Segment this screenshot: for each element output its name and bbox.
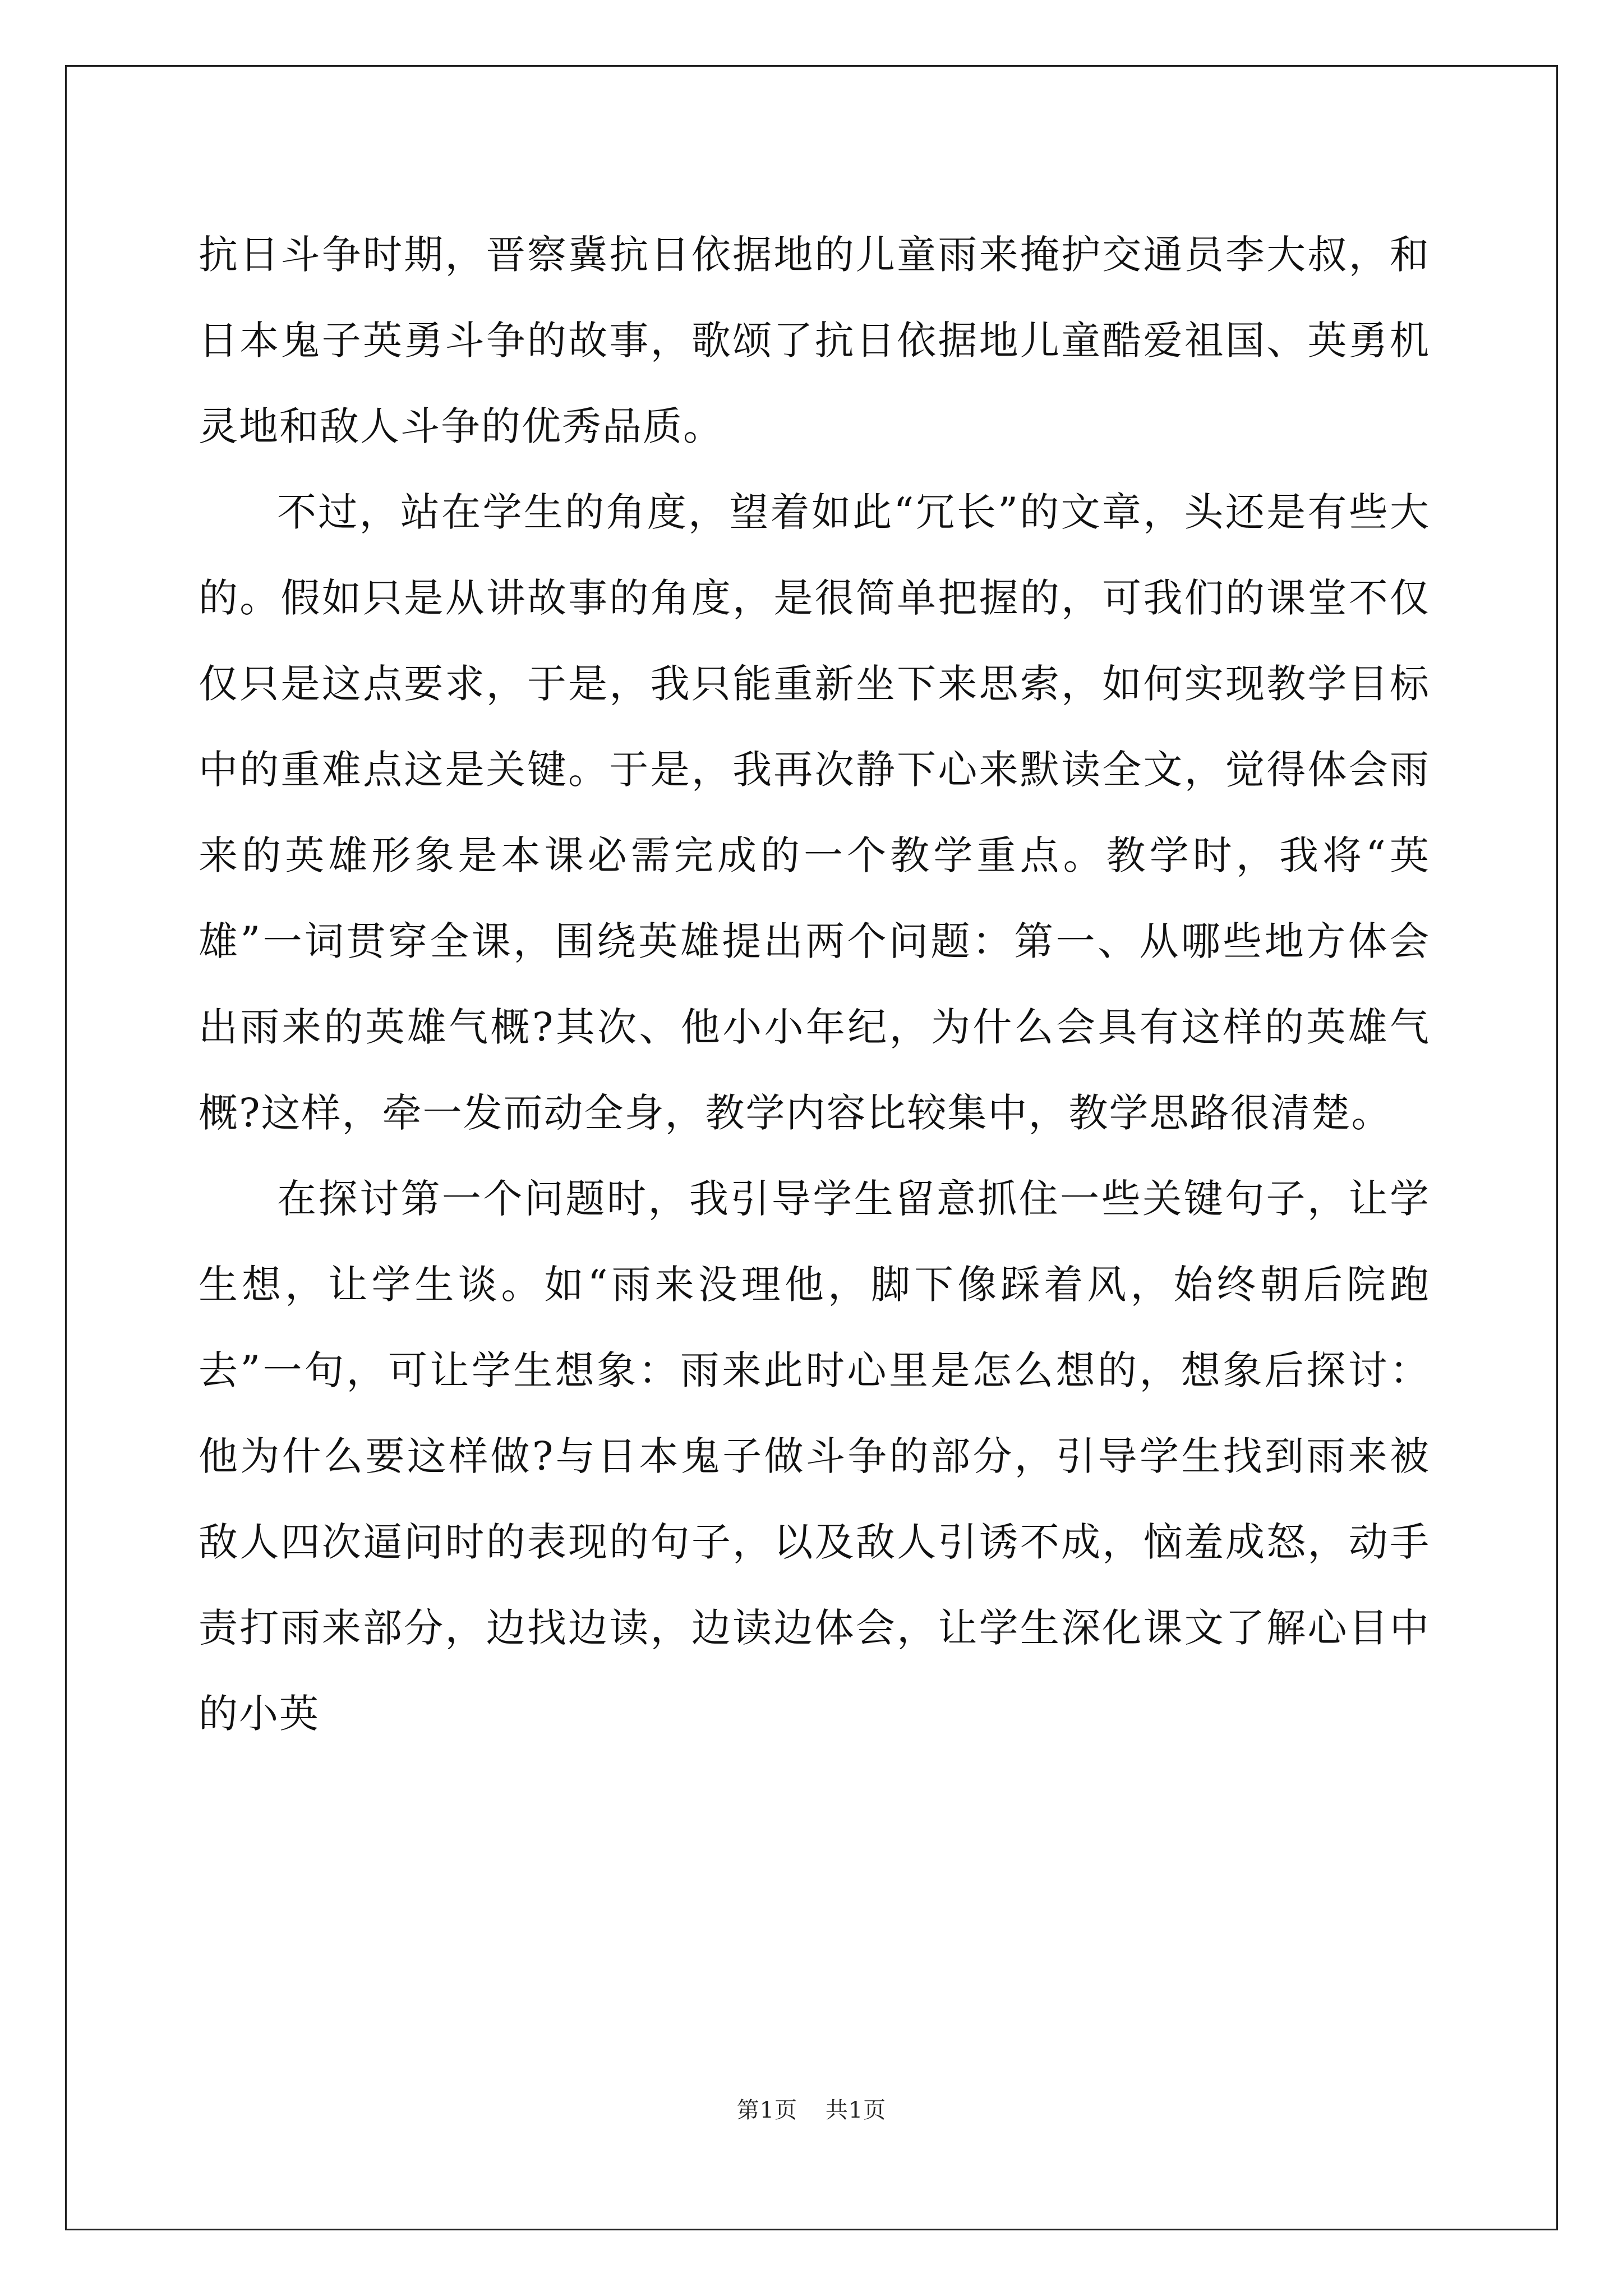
paragraph-3: 在探讨第一个问题时，我引导学生留意抓住一些关键句子，让学生想，让学生谈。如“雨来没理他，脚下像踩着风，始终朝后院跑去”一句，可让学生想象：雨来此时心里是怎么想的，想象后探讨：他为什么要这样做?与日本鬼子做斗争的部分，引导学生找到雨来被敌人四次逼问时的表现的句子，以及敌人引诱不成，恼羞成怒，动手责打雨来部分，边找边读，边读边体会，让学生深化课文了解心目中的小英 (199, 1176, 1430, 1737)
page-number-total: 共1页 (825, 2097, 887, 2123)
page-number-current: 第1页 (736, 2097, 798, 2123)
paragraph-2: 不过，站在学生的角度，望着如此“冗长”的文章，头还是有些大的。假如只是从讲故事的角度，是很简单把握的，可我们的课堂不仅仅只是这点要求，于是，我只能重新坐下来思索，如何实现教学目标中的重难点这是关键。于是，我再次静下心来默读全文，觉得体会雨来的英雄形象是本课必需完成的一个教学重点。教学时，我将“英雄”一词贯穿全课，围绕英雄提出两个问题：第一、从哪些地方体会出雨来的英雄气概?其次、他小小年纪，为什么会具有这样的英雄气概?这样，牵一发而动全身，教学内容比较集中，教学思路很清楚。 (199, 489, 1430, 1136)
page-footer (0, 2092, 1623, 2124)
paragraph-1: 抗日斗争时期，晋察冀抗日依据地的儿童雨来掩护交通员李大叔，和日本鬼子英勇斗争的故事，歌颂了抗日依据地儿童酷爱祖国、英勇机灵地和敌人斗争的优秀品质。 (199, 232, 1430, 449)
document-body (199, 212, 1430, 1757)
